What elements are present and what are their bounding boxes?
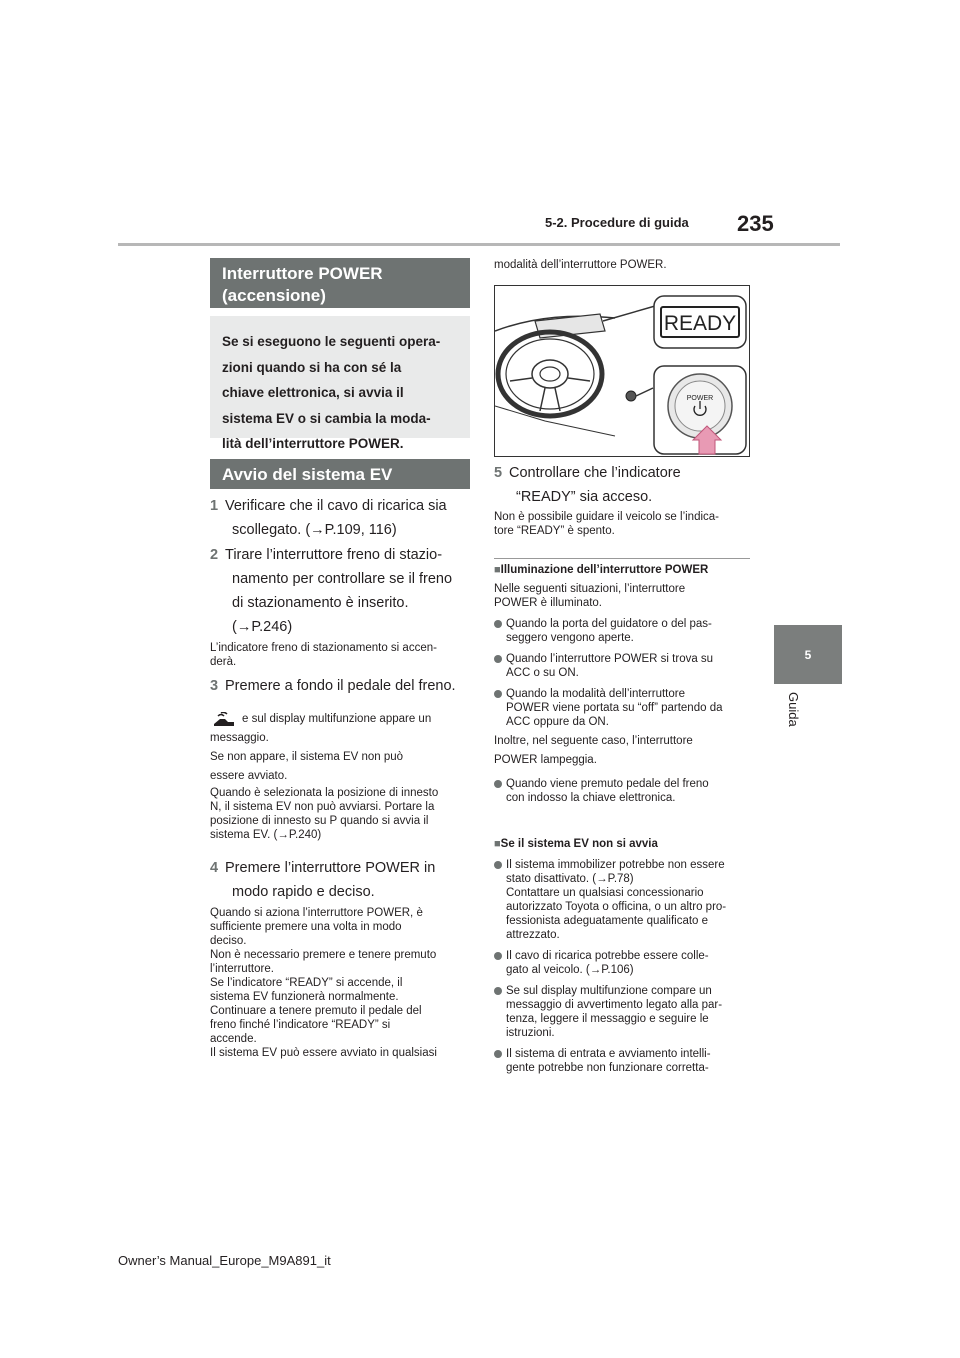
bullet-dot-icon — [494, 690, 502, 698]
step-2-note — [210, 641, 470, 669]
bullet-line: Contattare un qualsiasi concessionario — [506, 887, 704, 899]
note-line: messaggio. — [210, 732, 269, 744]
note-line: sistema EV. (→P.240) — [210, 829, 322, 841]
ev-ready-icon — [212, 712, 236, 728]
info-line: Nelle seguenti situazioni, l’interruttore — [494, 583, 686, 595]
note-line: derà. — [210, 656, 237, 668]
intro-line: chiave elettronica, si avvia il — [222, 385, 404, 400]
info-power-illumination — [494, 563, 750, 805]
step-text: modo rapido e deciso. — [232, 884, 375, 900]
bullet-line: gato al veicolo. (→P.106) — [506, 964, 634, 976]
step-number: 5 — [494, 465, 503, 481]
info-title: Illuminazione dell’interruttore POWER — [500, 564, 709, 576]
step-text: di stazionamento è inserito. — [232, 595, 409, 611]
note-line: deciso. — [210, 935, 247, 947]
note-line: Quando è selezionata la posizione di innesto — [210, 787, 439, 799]
step-text: Premere l’interruttore POWER in — [225, 860, 436, 876]
bullet-dot-icon — [494, 952, 502, 960]
step-number: 2 — [210, 547, 219, 563]
step-5-note — [494, 510, 750, 538]
bullet-line: istruzioni. — [506, 1027, 555, 1039]
section-divider — [494, 558, 750, 559]
bullet-line: Quando la porta del guidatore o del pas- — [506, 618, 712, 630]
step-text: Verificare che il cavo di ricarica sia — [225, 498, 447, 514]
dashboard-drawing — [495, 286, 750, 457]
note-line: L’indicatore freno di stazionamento si accen- — [210, 642, 437, 654]
list-item — [494, 617, 750, 645]
step-text: scollegato. (→P.109, 116) — [232, 522, 397, 538]
note-line: sufficiente premere una volta in modo — [210, 921, 402, 933]
step-3-note — [210, 710, 470, 842]
bullet-line: Il sistema immobilizer potrebbe non essere — [506, 859, 725, 871]
section-heading-ev-start: Avvio del sistema EV — [210, 459, 470, 489]
bullet-dot-icon — [494, 861, 502, 869]
bullet-dot-icon — [494, 1050, 502, 1058]
chapter-label: Guida — [786, 692, 801, 727]
list-item — [494, 949, 750, 977]
bullet-line: stato disattivato. (→P.78) — [506, 873, 634, 885]
intro-line: lità dell’interruttore POWER. — [222, 436, 404, 451]
note-line: Non è necessario premere e tenere premuto — [210, 949, 437, 961]
bullet-line: tenza, leggere il messaggio e seguire le — [506, 1013, 709, 1025]
bullet-line: Il cavo di ricarica potrebbe essere colle- — [506, 950, 709, 962]
info-line: POWER lampeggia. — [494, 754, 597, 766]
page-number: 235 — [737, 211, 774, 236]
note-line: Se non appare, il sistema EV non può — [210, 751, 404, 763]
info-ev-not-starting — [494, 837, 750, 1075]
note-line: e sul display multifunzione appare un — [242, 713, 432, 725]
heading-line: (accensione) — [222, 286, 326, 305]
step-3 — [210, 674, 470, 698]
bullet-line: Il sistema di entrata e avviamento intelli- — [506, 1048, 711, 1060]
note-line: Il sistema EV può essere avviato in qualsiasi — [210, 1047, 437, 1059]
bullet-line: autorizzato Toyota o officina, o un altro pro- — [506, 901, 727, 913]
step-text: Tirare l’interruttore freno di stazio- — [225, 547, 443, 563]
list-item — [494, 652, 750, 680]
intro-line: Se si eseguono le seguenti opera- — [222, 334, 441, 349]
list-item — [494, 687, 750, 729]
note-line: Non è possibile guidare il veicolo se l’indica- — [494, 511, 720, 523]
note-line: essere avviato. — [210, 770, 288, 782]
bullet-dot-icon — [494, 655, 502, 663]
header-rule — [118, 243, 840, 246]
intro-line: sistema EV o si cambia la moda- — [222, 410, 431, 426]
step-text: “READY” sia acceso. — [516, 489, 653, 505]
step-text: namento per controllare se il freno — [232, 571, 453, 587]
step-4 — [210, 856, 470, 904]
step-4-note — [210, 906, 470, 1060]
step-number: 3 — [210, 678, 219, 694]
note-line: Quando si aziona l’interruttore POWER, è — [210, 907, 423, 919]
note-line: freno finché l’indicatore “READY” si — [210, 1019, 391, 1031]
step-text: Controllare che l’indicatore — [509, 465, 681, 481]
bullet-dot-icon — [494, 780, 502, 788]
bullet-line: fessionista adeguatamente qualificato e — [506, 915, 709, 927]
info-title: Se il sistema EV non si avvia — [500, 838, 658, 850]
note-line: l’interruttore. — [210, 963, 274, 975]
note-line: N, il sistema EV non può avviarsi. Portare la — [210, 801, 435, 813]
bullet-dot-icon — [494, 620, 502, 628]
note-line: accende. — [210, 1033, 257, 1045]
bullet-line: seggero vengono aperte. — [506, 632, 634, 644]
bullet-line: Quando viene premuto pedale del freno — [506, 778, 709, 790]
list-item — [494, 858, 750, 942]
note-line: tore “READY” è spento. — [494, 525, 615, 537]
chapter-tab: 5 — [774, 625, 842, 684]
step-text: Premere a fondo il pedale del freno. — [225, 678, 456, 694]
step-5 — [494, 461, 750, 509]
square-bullet-icon: ■ — [494, 564, 501, 576]
note-line: sistema EV funzionerà normalmente. — [210, 991, 399, 1003]
intro-box — [210, 316, 470, 451]
info-line: POWER è illuminato. — [494, 597, 603, 609]
bullet-line: ACC o su ON. — [506, 667, 579, 679]
section-title: 5-2. Procedure di guida — [545, 215, 689, 230]
step-number: 1 — [210, 498, 219, 514]
footer-doc-id: Owner’s Manual_Europe_M9A891_it — [118, 1253, 331, 1268]
step-number: 4 — [210, 860, 219, 876]
square-bullet-icon: ■ — [494, 838, 501, 850]
step-4-note-continued: modalità dell’interruttore POWER. — [494, 259, 667, 271]
bullet-dot-icon — [494, 987, 502, 995]
note-line: Continuare a tenere premuto il pedale del — [210, 1005, 422, 1017]
ready-indicator-label: READY — [663, 312, 737, 335]
step-1 — [210, 494, 470, 542]
bullet-line: Quando la modalità dell’interruttore — [506, 688, 685, 700]
bullet-line: messaggio di avvertimento legato alla par- — [506, 999, 723, 1011]
step-text: (→P.246) — [232, 619, 293, 635]
bullet-line: gente potrebbe non funzionare corretta- — [506, 1062, 709, 1074]
note-line: Se l’indicatore “READY” si accende, il — [210, 977, 403, 989]
bullet-line: Quando l’interruttore POWER si trova su — [506, 653, 714, 665]
dashboard-illustration — [494, 285, 750, 457]
section-heading-power-switch — [210, 258, 470, 308]
info-line: Inoltre, nel seguente caso, l’interruttore — [494, 735, 693, 747]
list-item — [494, 984, 750, 1040]
heading-line: Interruttore POWER — [222, 264, 383, 283]
step-2 — [210, 543, 470, 639]
bullet-line: Se sul display multifunzione compare un — [506, 985, 712, 997]
bullet-line: POWER viene portata su “off” partendo da — [506, 702, 723, 714]
list-item — [494, 777, 750, 805]
bullet-line: ACC oppure da ON. — [506, 716, 609, 728]
note-line: posizione di innesto su P quando si avvia il — [210, 815, 429, 827]
list-item — [494, 1047, 750, 1075]
bullet-line: attrezzato. — [506, 929, 560, 941]
bullet-line: con indosso la chiave elettronica. — [506, 792, 676, 804]
intro-line: zioni quando si ha con sé la — [222, 359, 402, 375]
power-button-label: POWER — [686, 395, 714, 402]
